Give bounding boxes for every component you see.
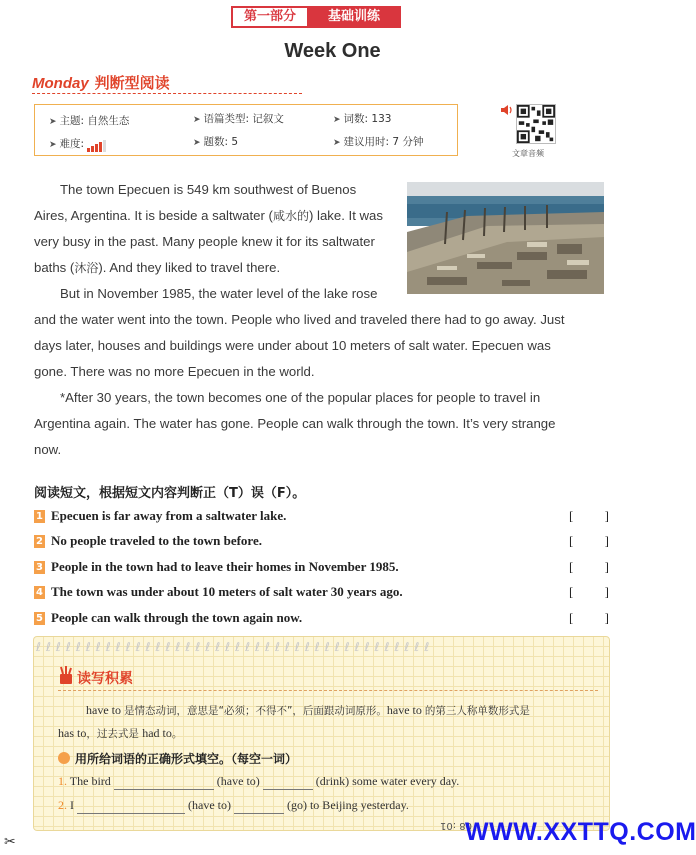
difficulty-bar <box>99 142 102 152</box>
passage-line: *After 30 years, the town becomes one of the popular places for people to travel in <box>60 390 541 405</box>
question-instruction: 阅读短文，根据短文内容判断正（T）误（F）。 <box>34 486 306 501</box>
passage-line: The town Epecuen is 549 km southwest of Buenos <box>60 182 357 197</box>
part-label: 第一部分 <box>231 6 307 28</box>
passage-line: Argentina again. The water has gone. People can walk through the town. It’s very strange <box>34 416 556 431</box>
answer-bracket[interactable]: [ ] <box>569 610 609 625</box>
qr-code-icon[interactable] <box>516 104 556 144</box>
qr-caption: 文章音频 <box>512 149 544 158</box>
answer-blank[interactable] <box>77 798 185 814</box>
question-text: No people traveled to the town before. <box>51 533 262 548</box>
passage-line: gone. There was no more Epecuen in the world. <box>34 364 315 379</box>
exercise-2: 2. I (have to) (go) to Beijing yesterday. <box>58 798 409 812</box>
pencil-cup-icon <box>58 666 74 684</box>
speaker-icon[interactable] <box>500 104 514 116</box>
divider <box>32 93 302 95</box>
exercise-1: 1. The bird (have to) (drink) some water every day. <box>58 774 460 788</box>
info-topic: ➤ 主题: 自然生态 <box>49 115 130 127</box>
question-text: People in the town had to leave their homes in November 1985. <box>51 559 399 574</box>
question-text: Epecuen is far away from a saltwater lake. <box>51 508 287 523</box>
info-question-count: ➤ 题数: 5 <box>193 136 239 148</box>
task-bullet-icon <box>58 752 70 764</box>
difficulty-bar <box>103 140 106 152</box>
question-text: The town was under about 10 meters of salt water 30 years ago. <box>51 584 403 599</box>
section-banner <box>231 6 401 28</box>
answer-blank[interactable] <box>114 774 214 790</box>
passage-line: and the water went into the town. People who lived and traveled there had to go away. Just <box>34 312 565 327</box>
passage-line: now. <box>34 442 62 457</box>
answer-bracket[interactable]: [ ] <box>569 508 609 523</box>
difficulty-bar <box>95 144 98 152</box>
reading-type: 判断型阅读 <box>94 74 170 92</box>
answer-blank[interactable] <box>234 798 284 814</box>
grammar-explanation: has to，过去式是 had to。 <box>58 726 183 740</box>
part-name: 基础训练 <box>307 6 401 28</box>
passage-line: days later, houses and buildings were under about 10 meters of salt water. Epecuen was <box>34 338 551 353</box>
question-row: 4 The town was under about 10 meters of salt water 30 years ago. [ ] <box>34 584 609 602</box>
page-number: 08 :01 <box>440 820 472 831</box>
page-title: Week One <box>284 40 381 62</box>
passage-line: But in November 1985, the water level of the lake rose <box>60 286 378 301</box>
answer-blank[interactable] <box>263 774 313 790</box>
info-difficulty: ➤ 难度: <box>49 136 107 152</box>
answer-bracket[interactable]: [ ] <box>569 533 609 548</box>
question-row: 5 People can walk through the town again now. [ ] <box>34 610 609 628</box>
passage-line: baths (沐浴). And they liked to travel there. <box>34 260 281 275</box>
difficulty-bars-icon <box>87 140 107 152</box>
passage-line: Aires, Argentina. It is beside a saltwater (咸水的) lake. It was <box>34 208 383 223</box>
question-row: 3 People in the town had to leave their homes in November 1985. [ ] <box>34 559 609 577</box>
notebook-title: 读写积累 <box>77 671 133 687</box>
divider <box>58 690 598 691</box>
day-name: Monday <box>32 75 89 92</box>
epecuen-ruins-photo <box>407 182 604 294</box>
day-heading <box>32 72 170 93</box>
info-box <box>34 104 458 156</box>
notebook-rings: ℓℓℓℓℓℓℓℓℓℓℓℓℓℓℓℓℓℓℓℓℓℓℓℓℓℓℓℓℓℓℓℓℓℓℓℓℓℓℓℓ <box>36 640 435 654</box>
info-suggested-time: ➤ 建议用时: 7 分钟 <box>333 136 424 148</box>
question-row: 1 Epecuen is far away from a saltwater lake. [ ] <box>34 508 609 526</box>
info-word-count: ➤ 词数: 133 <box>333 113 392 125</box>
difficulty-bar <box>91 146 94 152</box>
answer-bracket[interactable]: [ ] <box>569 559 609 574</box>
scissors-icon: ✂ <box>4 834 16 850</box>
answer-bracket[interactable]: [ ] <box>569 584 609 599</box>
grammar-explanation: have to 是情态动词，意思是“必须；不得不”，后面跟动词原形。have to 的第三人称单数形式是 <box>86 703 530 717</box>
info-genre: ➤ 语篇类型: 记叙文 <box>193 113 284 125</box>
exercise-instruction: 用所给词语的正确形式填空。（每空一词） <box>75 752 298 766</box>
question-row: 2 No people traveled to the town before. [ ] <box>34 533 609 551</box>
watermark: WWW.XXTTQ.COM <box>465 818 696 846</box>
question-text: People can walk through the town again now. <box>51 610 303 625</box>
difficulty-bar <box>87 148 90 152</box>
passage-line: very busy in the past. Many people knew it for its saltwater <box>34 234 375 249</box>
